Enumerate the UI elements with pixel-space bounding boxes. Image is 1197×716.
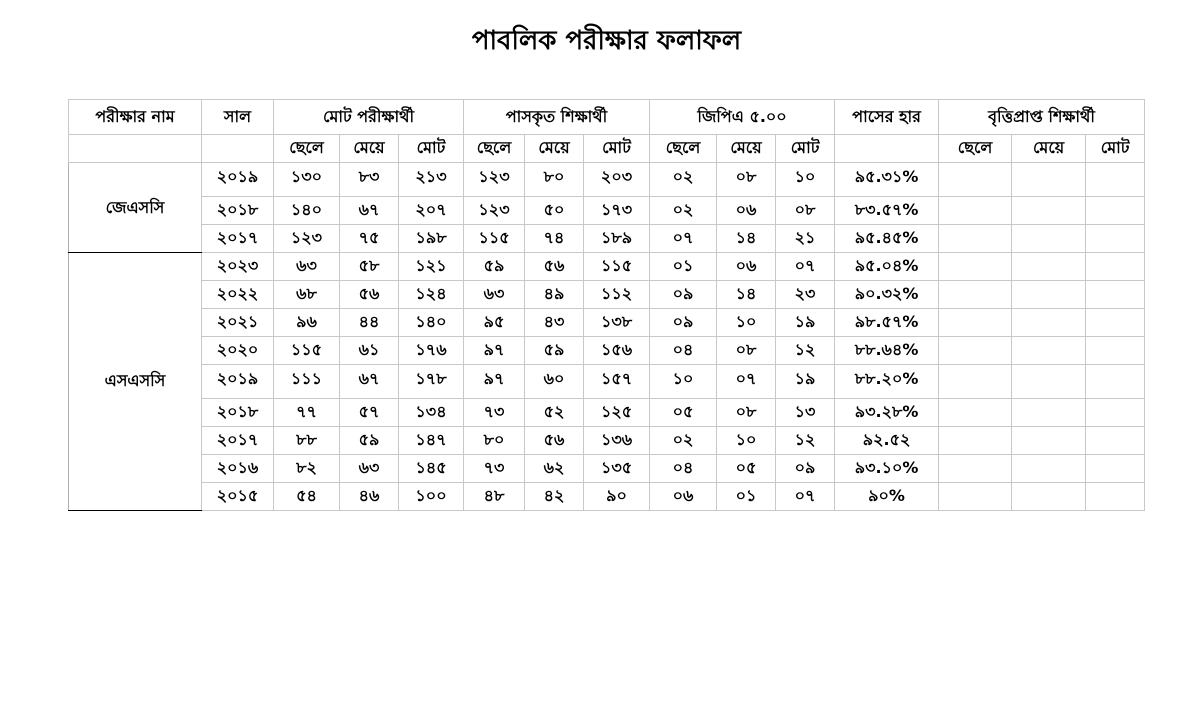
header-total-examinees: মোট পরীক্ষার্থী bbox=[274, 100, 464, 135]
scholar-girls-cell bbox=[1012, 427, 1086, 455]
scholar-total-cell bbox=[1086, 281, 1145, 309]
header-scholar-boys: ছেলে bbox=[939, 135, 1012, 163]
scholar-total-cell bbox=[1086, 365, 1145, 399]
scholar-boys-cell bbox=[939, 309, 1012, 337]
pass-rate-cell: ৯৩.২৮% bbox=[835, 399, 939, 427]
pass-rate-cell: ৯৮.৫৭% bbox=[835, 309, 939, 337]
total-girls-cell: ৪৪ bbox=[340, 309, 399, 337]
gpa-girls-cell: ১০ bbox=[717, 427, 776, 455]
total-girls-cell: ৪৬ bbox=[340, 483, 399, 511]
table-row bbox=[69, 365, 1145, 399]
scholar-girls-cell bbox=[1012, 399, 1086, 427]
scholar-total-cell bbox=[1086, 225, 1145, 253]
passed-boys-cell: ৮০ bbox=[464, 427, 525, 455]
pass-rate-cell: ৮৩.৫৭% bbox=[835, 197, 939, 225]
passed-total-cell: ৯০ bbox=[584, 483, 650, 511]
pass-rate-cell: ৯৩.১০% bbox=[835, 455, 939, 483]
header-passed-boys: ছেলে bbox=[464, 135, 525, 163]
total-boys-cell: ৮২ bbox=[274, 455, 340, 483]
scholar-girls-cell bbox=[1012, 455, 1086, 483]
scholar-boys-cell bbox=[939, 225, 1012, 253]
total-total-cell: ১৭৮ bbox=[399, 365, 464, 399]
total-total-cell: ১৩৪ bbox=[399, 399, 464, 427]
scholar-girls-cell bbox=[1012, 225, 1086, 253]
scholar-total-cell bbox=[1086, 455, 1145, 483]
passed-boys-cell: ৯৫ bbox=[464, 309, 525, 337]
header-exam-name: পরীক্ষার নাম bbox=[69, 100, 202, 135]
year-cell: ২০১৯ bbox=[202, 365, 274, 399]
total-boys-cell: ১১১ bbox=[274, 365, 340, 399]
gpa-total-cell: ০৭ bbox=[776, 253, 835, 281]
pass-rate-cell: ৯০.৩২% bbox=[835, 281, 939, 309]
header-row-sub bbox=[69, 135, 1145, 163]
gpa-boys-cell: ০৫ bbox=[650, 399, 717, 427]
table-row bbox=[69, 197, 1145, 225]
table-row bbox=[69, 337, 1145, 365]
gpa-boys-cell: ০১ bbox=[650, 253, 717, 281]
passed-total-cell: ১৫৬ bbox=[584, 337, 650, 365]
year-cell: ২০১৮ bbox=[202, 197, 274, 225]
gpa-boys-cell: ০৪ bbox=[650, 455, 717, 483]
gpa-boys-cell: ১০ bbox=[650, 365, 717, 399]
total-total-cell: ১০০ bbox=[399, 483, 464, 511]
passed-boys-cell: ৯৭ bbox=[464, 337, 525, 365]
passed-girls-cell: ৫৯ bbox=[525, 337, 584, 365]
passed-boys-cell: ১২৩ bbox=[464, 197, 525, 225]
year-cell: ২০১৮ bbox=[202, 399, 274, 427]
gpa-girls-cell: ০৮ bbox=[717, 399, 776, 427]
passed-boys-cell: ১১৫ bbox=[464, 225, 525, 253]
passed-total-cell: ১৩৮ bbox=[584, 309, 650, 337]
gpa-girls-cell: ১৪ bbox=[717, 281, 776, 309]
gpa-boys-cell: ০২ bbox=[650, 197, 717, 225]
total-boys-cell: ১৪০ bbox=[274, 197, 340, 225]
scholar-girls-cell bbox=[1012, 197, 1086, 225]
passed-girls-cell: ৮০ bbox=[525, 163, 584, 197]
passed-boys-cell: ৭৩ bbox=[464, 455, 525, 483]
header-scholar-total: মোট bbox=[1086, 135, 1145, 163]
passed-girls-cell: ৪২ bbox=[525, 483, 584, 511]
header-gpa-girls: মেয়ে bbox=[717, 135, 776, 163]
header-passed-students: পাসকৃত শিক্ষার্থী bbox=[464, 100, 650, 135]
header-gpa5: জিপিএ ৫.০০ bbox=[650, 100, 835, 135]
header-scholarship: বৃত্তিপ্রাপ্ত শিক্ষার্থী bbox=[939, 100, 1145, 135]
gpa-girls-cell: ০৬ bbox=[717, 197, 776, 225]
gpa-total-cell: ১২ bbox=[776, 337, 835, 365]
gpa-girls-cell: ০৮ bbox=[717, 163, 776, 197]
gpa-girls-cell: ০৫ bbox=[717, 455, 776, 483]
total-boys-cell: ৮৮ bbox=[274, 427, 340, 455]
scholar-boys-cell bbox=[939, 253, 1012, 281]
gpa-girls-cell: ০৭ bbox=[717, 365, 776, 399]
table-row bbox=[69, 399, 1145, 427]
gpa-boys-cell: ০২ bbox=[650, 163, 717, 197]
scholar-boys-cell bbox=[939, 427, 1012, 455]
table-row bbox=[69, 427, 1145, 455]
year-cell: ২০১৬ bbox=[202, 455, 274, 483]
scholar-total-cell bbox=[1086, 197, 1145, 225]
passed-total-cell: ১১৫ bbox=[584, 253, 650, 281]
year-cell: ২০১৫ bbox=[202, 483, 274, 511]
scholar-girls-cell bbox=[1012, 253, 1086, 281]
scholar-total-cell bbox=[1086, 163, 1145, 197]
scholar-total-cell bbox=[1086, 309, 1145, 337]
passed-boys-cell: ৬৩ bbox=[464, 281, 525, 309]
exam-group-name: এসএসসি bbox=[69, 253, 202, 511]
gpa-girls-cell: ০৬ bbox=[717, 253, 776, 281]
passed-girls-cell: ৫২ bbox=[525, 399, 584, 427]
scholar-boys-cell bbox=[939, 281, 1012, 309]
passed-boys-cell: ১২৩ bbox=[464, 163, 525, 197]
total-boys-cell: ১১৫ bbox=[274, 337, 340, 365]
total-boys-cell: ৬৩ bbox=[274, 253, 340, 281]
gpa-boys-cell: ০৪ bbox=[650, 337, 717, 365]
header-empty-cell bbox=[835, 135, 939, 163]
total-boys-cell: ৫৪ bbox=[274, 483, 340, 511]
total-girls-cell: ৫৯ bbox=[340, 427, 399, 455]
scholar-boys-cell bbox=[939, 399, 1012, 427]
exam-group-name: জেএসসি bbox=[69, 163, 202, 253]
total-total-cell: ১৪০ bbox=[399, 309, 464, 337]
gpa-boys-cell: ০২ bbox=[650, 427, 717, 455]
gpa-boys-cell: ০৯ bbox=[650, 281, 717, 309]
pass-rate-cell: ৯৫.৩১% bbox=[835, 163, 939, 197]
gpa-girls-cell: ০৮ bbox=[717, 337, 776, 365]
header-row-main bbox=[69, 100, 1145, 135]
scholar-total-cell bbox=[1086, 427, 1145, 455]
passed-total-cell: ১১২ bbox=[584, 281, 650, 309]
scholar-girls-cell bbox=[1012, 365, 1086, 399]
total-total-cell: ২১৩ bbox=[399, 163, 464, 197]
gpa-total-cell: ১২ bbox=[776, 427, 835, 455]
scholar-boys-cell bbox=[939, 365, 1012, 399]
passed-girls-cell: ৪৩ bbox=[525, 309, 584, 337]
gpa-boys-cell: ০৯ bbox=[650, 309, 717, 337]
header-year: সাল bbox=[202, 100, 274, 135]
scholar-boys-cell bbox=[939, 163, 1012, 197]
table-row bbox=[69, 483, 1145, 511]
scholar-boys-cell bbox=[939, 197, 1012, 225]
table-row bbox=[69, 225, 1145, 253]
total-girls-cell: ৮৩ bbox=[340, 163, 399, 197]
total-girls-cell: ৫৬ bbox=[340, 281, 399, 309]
passed-boys-cell: ৫৯ bbox=[464, 253, 525, 281]
scholar-boys-cell bbox=[939, 483, 1012, 511]
total-boys-cell: ৬৮ bbox=[274, 281, 340, 309]
table-row bbox=[69, 309, 1145, 337]
gpa-girls-cell: ১৪ bbox=[717, 225, 776, 253]
total-total-cell: ১৭৬ bbox=[399, 337, 464, 365]
year-cell: ২০১৯ bbox=[202, 163, 274, 197]
pass-rate-cell: ৮৮.২০% bbox=[835, 365, 939, 399]
header-total-girls: মেয়ে bbox=[340, 135, 399, 163]
gpa-total-cell: ১০ bbox=[776, 163, 835, 197]
header-gpa-total: মোট bbox=[776, 135, 835, 163]
total-boys-cell: ৯৬ bbox=[274, 309, 340, 337]
total-total-cell: ২০৭ bbox=[399, 197, 464, 225]
total-girls-cell: ৫৮ bbox=[340, 253, 399, 281]
total-girls-cell: ৬৭ bbox=[340, 197, 399, 225]
gpa-total-cell: ১৯ bbox=[776, 365, 835, 399]
scholar-total-cell bbox=[1086, 483, 1145, 511]
gpa-boys-cell: ০৬ bbox=[650, 483, 717, 511]
passed-girls-cell: ৬০ bbox=[525, 365, 584, 399]
scholar-girls-cell bbox=[1012, 337, 1086, 365]
results-table bbox=[68, 99, 1145, 511]
gpa-boys-cell: ০৭ bbox=[650, 225, 717, 253]
passed-girls-cell: ৪৯ bbox=[525, 281, 584, 309]
passed-total-cell: ১২৫ bbox=[584, 399, 650, 427]
passed-total-cell: ১৩৫ bbox=[584, 455, 650, 483]
total-boys-cell: ১৩০ bbox=[274, 163, 340, 197]
total-girls-cell: ৬১ bbox=[340, 337, 399, 365]
gpa-total-cell: ১৯ bbox=[776, 309, 835, 337]
year-cell: ২০২০ bbox=[202, 337, 274, 365]
total-boys-cell: ৭৭ bbox=[274, 399, 340, 427]
total-total-cell: ১৪৫ bbox=[399, 455, 464, 483]
scholar-total-cell bbox=[1086, 337, 1145, 365]
passed-boys-cell: ৪৮ bbox=[464, 483, 525, 511]
year-cell: ২০২২ bbox=[202, 281, 274, 309]
gpa-total-cell: ২১ bbox=[776, 225, 835, 253]
gpa-girls-cell: ১০ bbox=[717, 309, 776, 337]
pass-rate-cell: ৯০% bbox=[835, 483, 939, 511]
header-total-boys: ছেলে bbox=[274, 135, 340, 163]
pass-rate-cell: ৮৮.৬৪% bbox=[835, 337, 939, 365]
header-empty-cell bbox=[69, 135, 202, 163]
scholar-total-cell bbox=[1086, 253, 1145, 281]
gpa-total-cell: ১৩ bbox=[776, 399, 835, 427]
year-cell: ২০২৩ bbox=[202, 253, 274, 281]
header-empty-cell bbox=[202, 135, 274, 163]
year-cell: ২০১৭ bbox=[202, 225, 274, 253]
scholar-girls-cell bbox=[1012, 309, 1086, 337]
gpa-total-cell: ০৮ bbox=[776, 197, 835, 225]
passed-boys-cell: ৯৭ bbox=[464, 365, 525, 399]
table-row bbox=[69, 455, 1145, 483]
total-total-cell: ১২৪ bbox=[399, 281, 464, 309]
pass-rate-cell: ৯৫.৪৫% bbox=[835, 225, 939, 253]
passed-total-cell: ১৩৬ bbox=[584, 427, 650, 455]
header-passed-girls: মেয়ে bbox=[525, 135, 584, 163]
gpa-girls-cell: ০১ bbox=[717, 483, 776, 511]
header-pass-rate: পাসের হার bbox=[835, 100, 939, 135]
total-boys-cell: ১২৩ bbox=[274, 225, 340, 253]
scholar-total-cell bbox=[1086, 399, 1145, 427]
gpa-total-cell: ২৩ bbox=[776, 281, 835, 309]
passed-total-cell: ১৮৯ bbox=[584, 225, 650, 253]
passed-total-cell: ১৫৭ bbox=[584, 365, 650, 399]
pass-rate-cell: ৯২.৫২ bbox=[835, 427, 939, 455]
pass-rate-cell: ৯৫.০৪% bbox=[835, 253, 939, 281]
total-total-cell: ১৯৮ bbox=[399, 225, 464, 253]
passed-total-cell: ২০৩ bbox=[584, 163, 650, 197]
scholar-boys-cell bbox=[939, 455, 1012, 483]
total-girls-cell: ৫৭ bbox=[340, 399, 399, 427]
passed-total-cell: ১৭৩ bbox=[584, 197, 650, 225]
table-row bbox=[69, 163, 1145, 197]
year-cell: ২০১৭ bbox=[202, 427, 274, 455]
passed-girls-cell: ৫৬ bbox=[525, 253, 584, 281]
table-row bbox=[69, 253, 1145, 281]
year-cell: ২০২১ bbox=[202, 309, 274, 337]
gpa-total-cell: ০৭ bbox=[776, 483, 835, 511]
header-passed-total: মোট bbox=[584, 135, 650, 163]
total-total-cell: ১৪৭ bbox=[399, 427, 464, 455]
total-girls-cell: ৬৩ bbox=[340, 455, 399, 483]
scholar-girls-cell bbox=[1012, 483, 1086, 511]
total-total-cell: ১২১ bbox=[399, 253, 464, 281]
scholar-girls-cell bbox=[1012, 163, 1086, 197]
passed-girls-cell: ৬২ bbox=[525, 455, 584, 483]
total-girls-cell: ৬৭ bbox=[340, 365, 399, 399]
scholar-girls-cell bbox=[1012, 281, 1086, 309]
scholar-boys-cell bbox=[939, 337, 1012, 365]
header-scholar-girls: মেয়ে bbox=[1012, 135, 1086, 163]
passed-boys-cell: ৭৩ bbox=[464, 399, 525, 427]
gpa-total-cell: ০৯ bbox=[776, 455, 835, 483]
header-total-total: মোট bbox=[399, 135, 464, 163]
passed-girls-cell: ৫০ bbox=[525, 197, 584, 225]
passed-girls-cell: ৫৬ bbox=[525, 427, 584, 455]
page-title: পাবলিক পরীক্ষার ফলাফল bbox=[471, 26, 742, 56]
table-row bbox=[69, 281, 1145, 309]
total-girls-cell: ৭৫ bbox=[340, 225, 399, 253]
passed-girls-cell: ৭৪ bbox=[525, 225, 584, 253]
header-gpa-boys: ছেলে bbox=[650, 135, 717, 163]
